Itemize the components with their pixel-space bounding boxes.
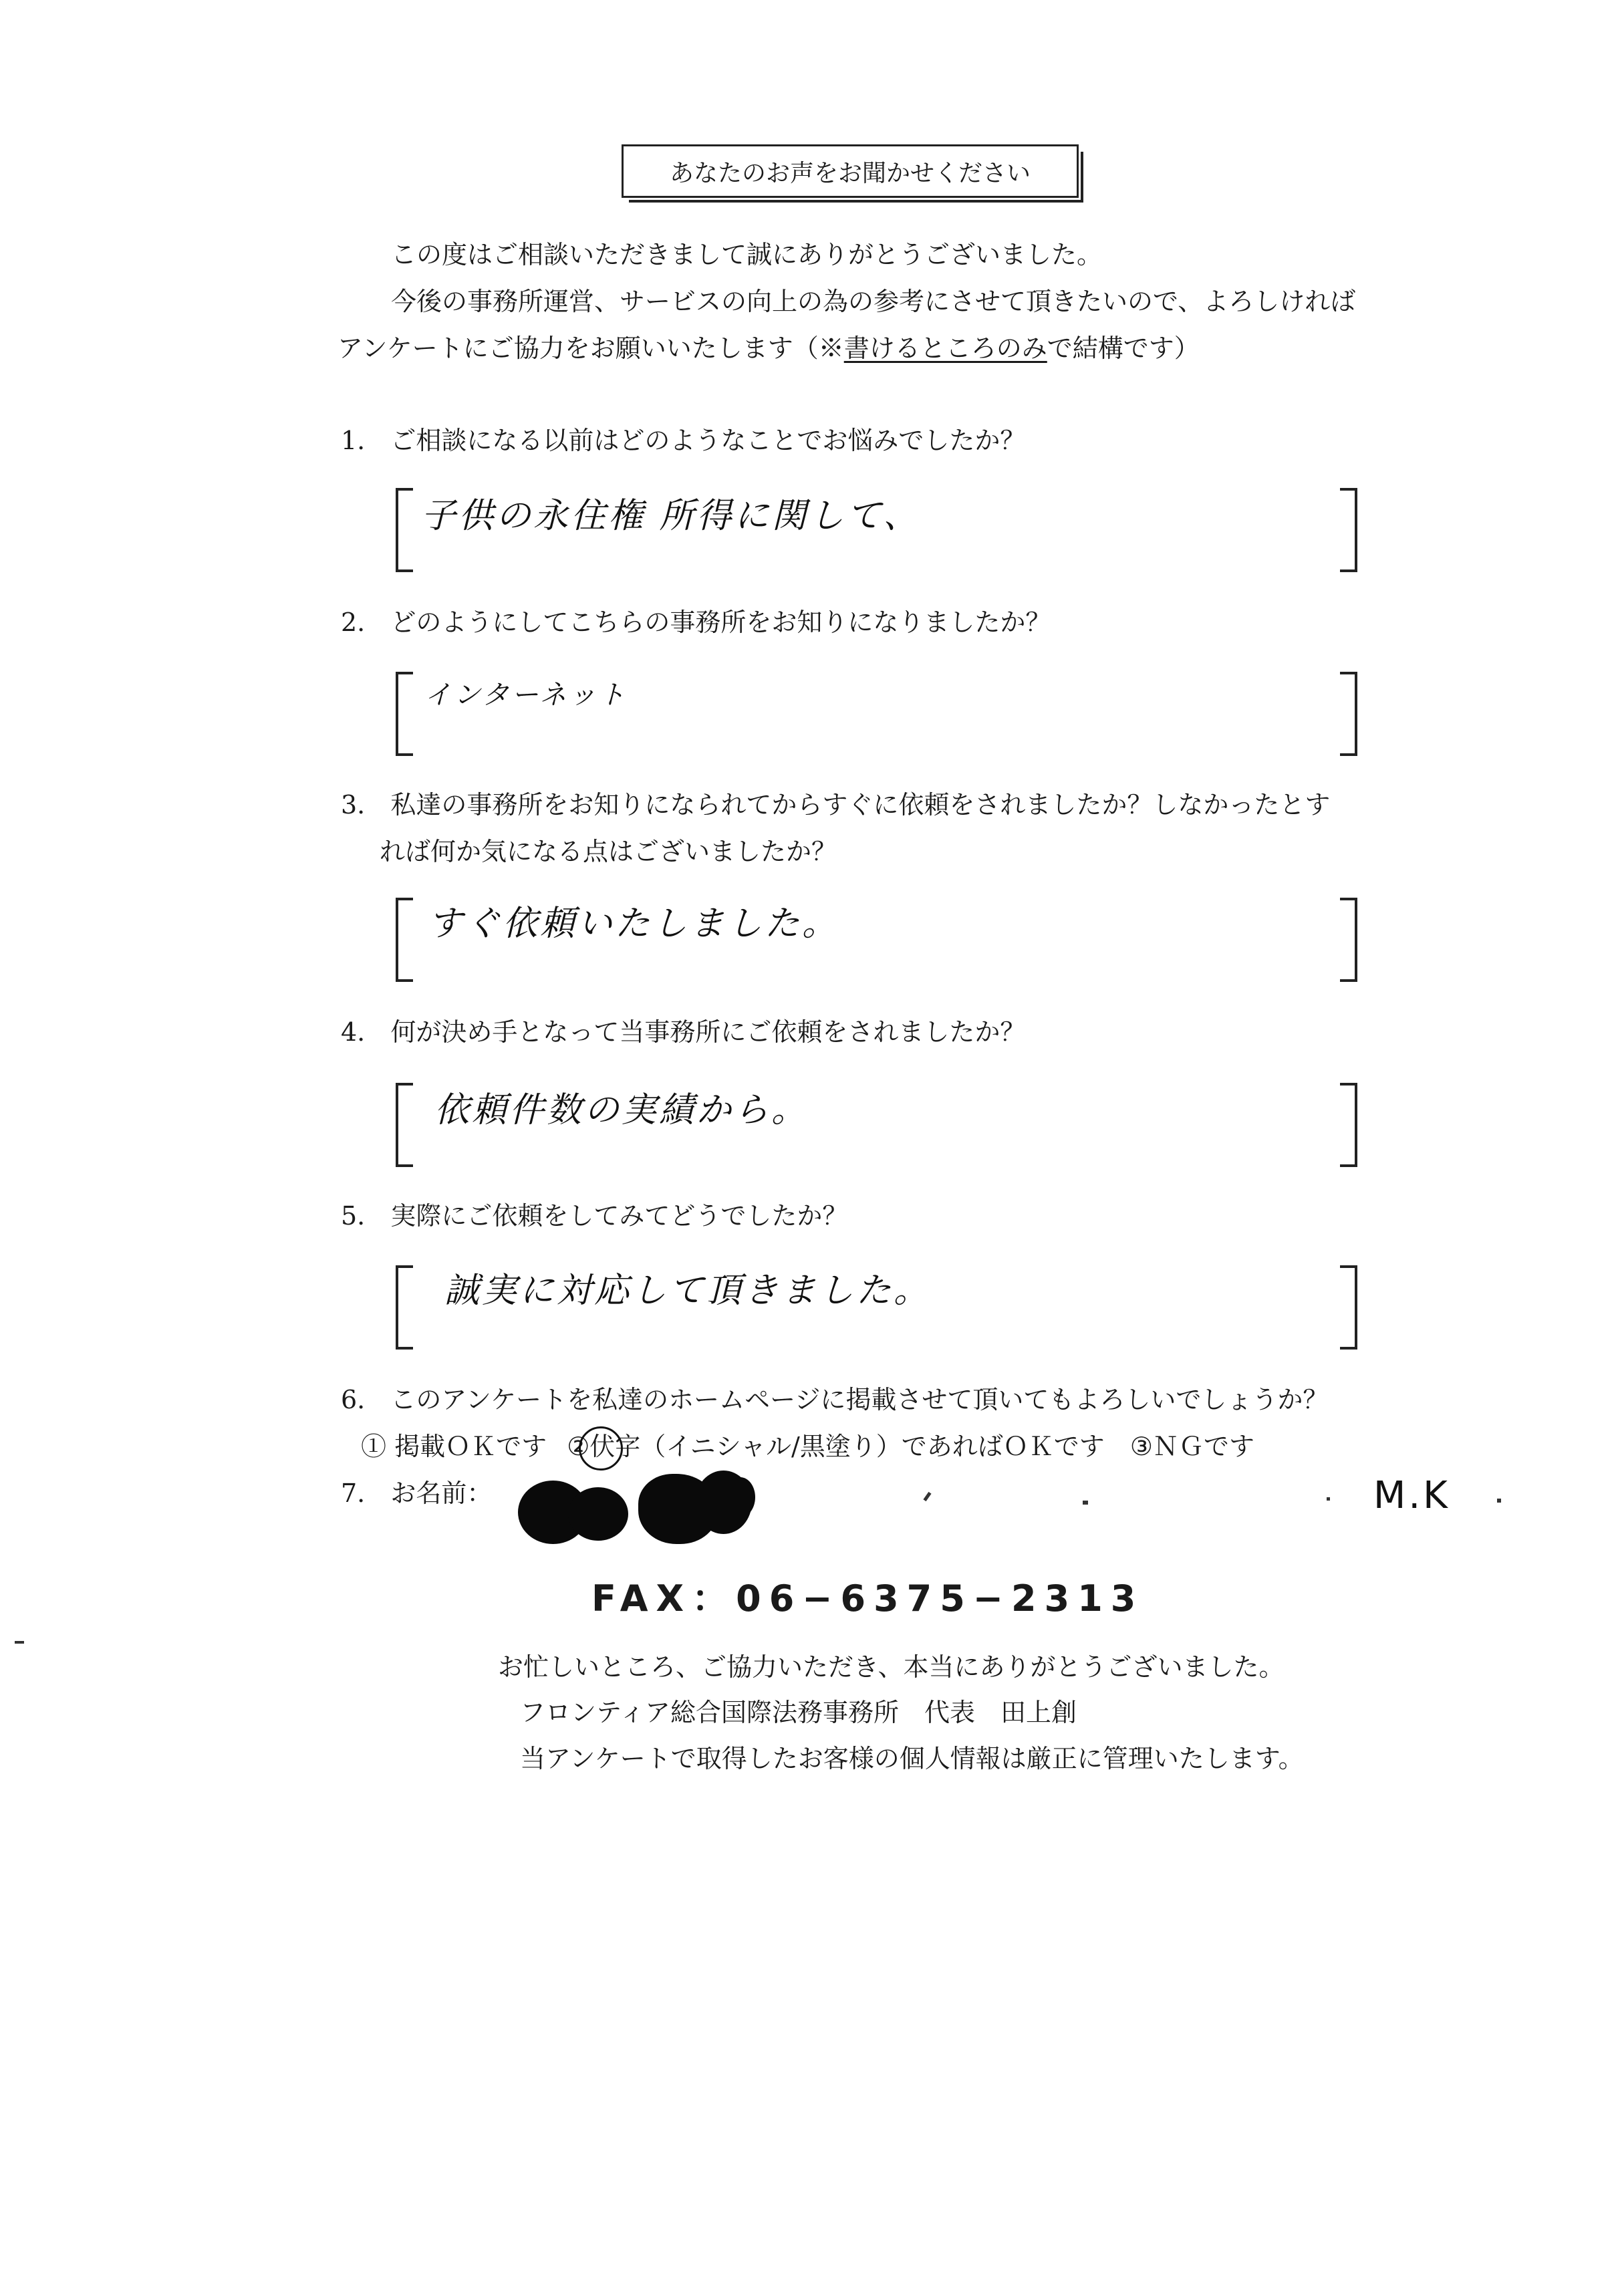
intro-line-3-pre: アンケートにご協力をお願いいたします（※: [338, 334, 844, 363]
option-3-ng: ③ＮＧです: [1129, 1432, 1254, 1461]
question-2-text: どのようにしてこちらの事務所をお知りになりましたか？: [390, 608, 1051, 637]
question-4-text: 何が決め手となって当事務所にご依頼をされましたか？: [390, 1017, 1026, 1047]
survey-title: あなたのお声をお聞かせください: [622, 144, 1079, 198]
scan-artifact: [15, 1641, 24, 1644]
question-4: [341, 1019, 1025, 1045]
question-5-number: 5.: [341, 1201, 366, 1231]
answer-4-bracket-left: [396, 1083, 413, 1167]
answer-1-bracket-left: [396, 488, 413, 572]
question-3-text: 私達の事務所をお知りになられてからすぐに依頼をされましたか？しなかったとす: [390, 790, 1331, 819]
fax-number: FAX：06−6375−2313: [591, 1577, 1144, 1620]
question-6-options: [361, 1434, 1254, 1459]
stray-mark: [1083, 1501, 1088, 1505]
answer-4-bracket-right: [1340, 1083, 1357, 1167]
answer-3-handwritten: すぐ依頼いたしました。: [428, 904, 840, 944]
question-5: [341, 1203, 847, 1229]
question-6-number: 6.: [341, 1385, 366, 1414]
question-2-number: 2.: [341, 608, 366, 637]
question-1: [341, 428, 1025, 453]
intro-line-2: 今後の事務所運営、サービスの向上の為の参考にさせて頂きたいので、よろしければ: [391, 287, 1356, 316]
stray-mark: [1327, 1497, 1330, 1501]
intro-line-3-underlined: 書けるところのみ: [843, 334, 1047, 363]
name-label: お名前：: [390, 1479, 493, 1508]
stray-mark: [1497, 1499, 1501, 1503]
option-1-publish-ok: ① 掲載ＯＫです: [361, 1432, 547, 1461]
answer-5-bracket-left: [396, 1265, 413, 1350]
answer-3-bracket-right: [1340, 898, 1357, 982]
question-2: [341, 610, 1051, 635]
option-2-handdrawn-circle: [579, 1426, 623, 1471]
question-3: [341, 792, 1330, 817]
answer-1-bracket-right: [1340, 488, 1357, 572]
answer-4-handwritten: 依頼件数の実績から。: [434, 1090, 809, 1130]
question-5-text: 実際にご依頼をしてみてどうでしたか？: [390, 1201, 848, 1231]
option-2-initials-ok: ②伏字（イニシャル/黒塗り）であればＯＫです: [567, 1432, 1105, 1461]
answer-2-bracket-left: [396, 672, 413, 756]
intro-line-3-post: で結構です）: [1047, 334, 1200, 363]
answer-5-handwritten: 誠実に対応して頂きました。: [444, 1271, 932, 1311]
footer-office: フロンティア総合国際法務事務所 代表 田上創: [520, 1698, 1077, 1727]
footer-privacy: 当アンケートで取得したお客様の個人情報は厳正に管理いたします。: [520, 1744, 1304, 1773]
stray-mark: [923, 1492, 931, 1501]
answer-3-bracket-left: [396, 898, 413, 982]
question-4-number: 4.: [341, 1017, 366, 1047]
answer-2-handwritten: インターネット: [424, 680, 628, 711]
answer-1-handwritten: 子供の永住権 所得に関して、: [421, 496, 921, 536]
question-3-number: 3.: [341, 790, 366, 819]
question-7-number: 7.: [341, 1479, 366, 1508]
question-1-number: 1.: [341, 426, 366, 455]
name-initials-handwritten: M.K: [1373, 1474, 1450, 1517]
intro-line-1: この度はご相談いただきまして誠にありがとうございました。: [391, 240, 1103, 269]
question-6-text: このアンケートを私達のホームページに掲載させて頂いてもよろしいでしょうか？: [390, 1385, 1329, 1414]
footer-thanks: お忙しいところ、ご協力いただき、本当にありがとうございました。: [498, 1652, 1285, 1682]
question-1-text: ご相談になる以前はどのようなことでお悩みでしたか？: [390, 426, 1026, 455]
question-6: [341, 1387, 1328, 1412]
question-7: [341, 1481, 492, 1506]
intro-line-3: [338, 336, 1200, 361]
answer-2-bracket-right: [1340, 672, 1357, 756]
question-3-text-line2: れば何か気になる点はございましたか？: [380, 837, 837, 866]
answer-5-bracket-right: [1340, 1265, 1357, 1350]
